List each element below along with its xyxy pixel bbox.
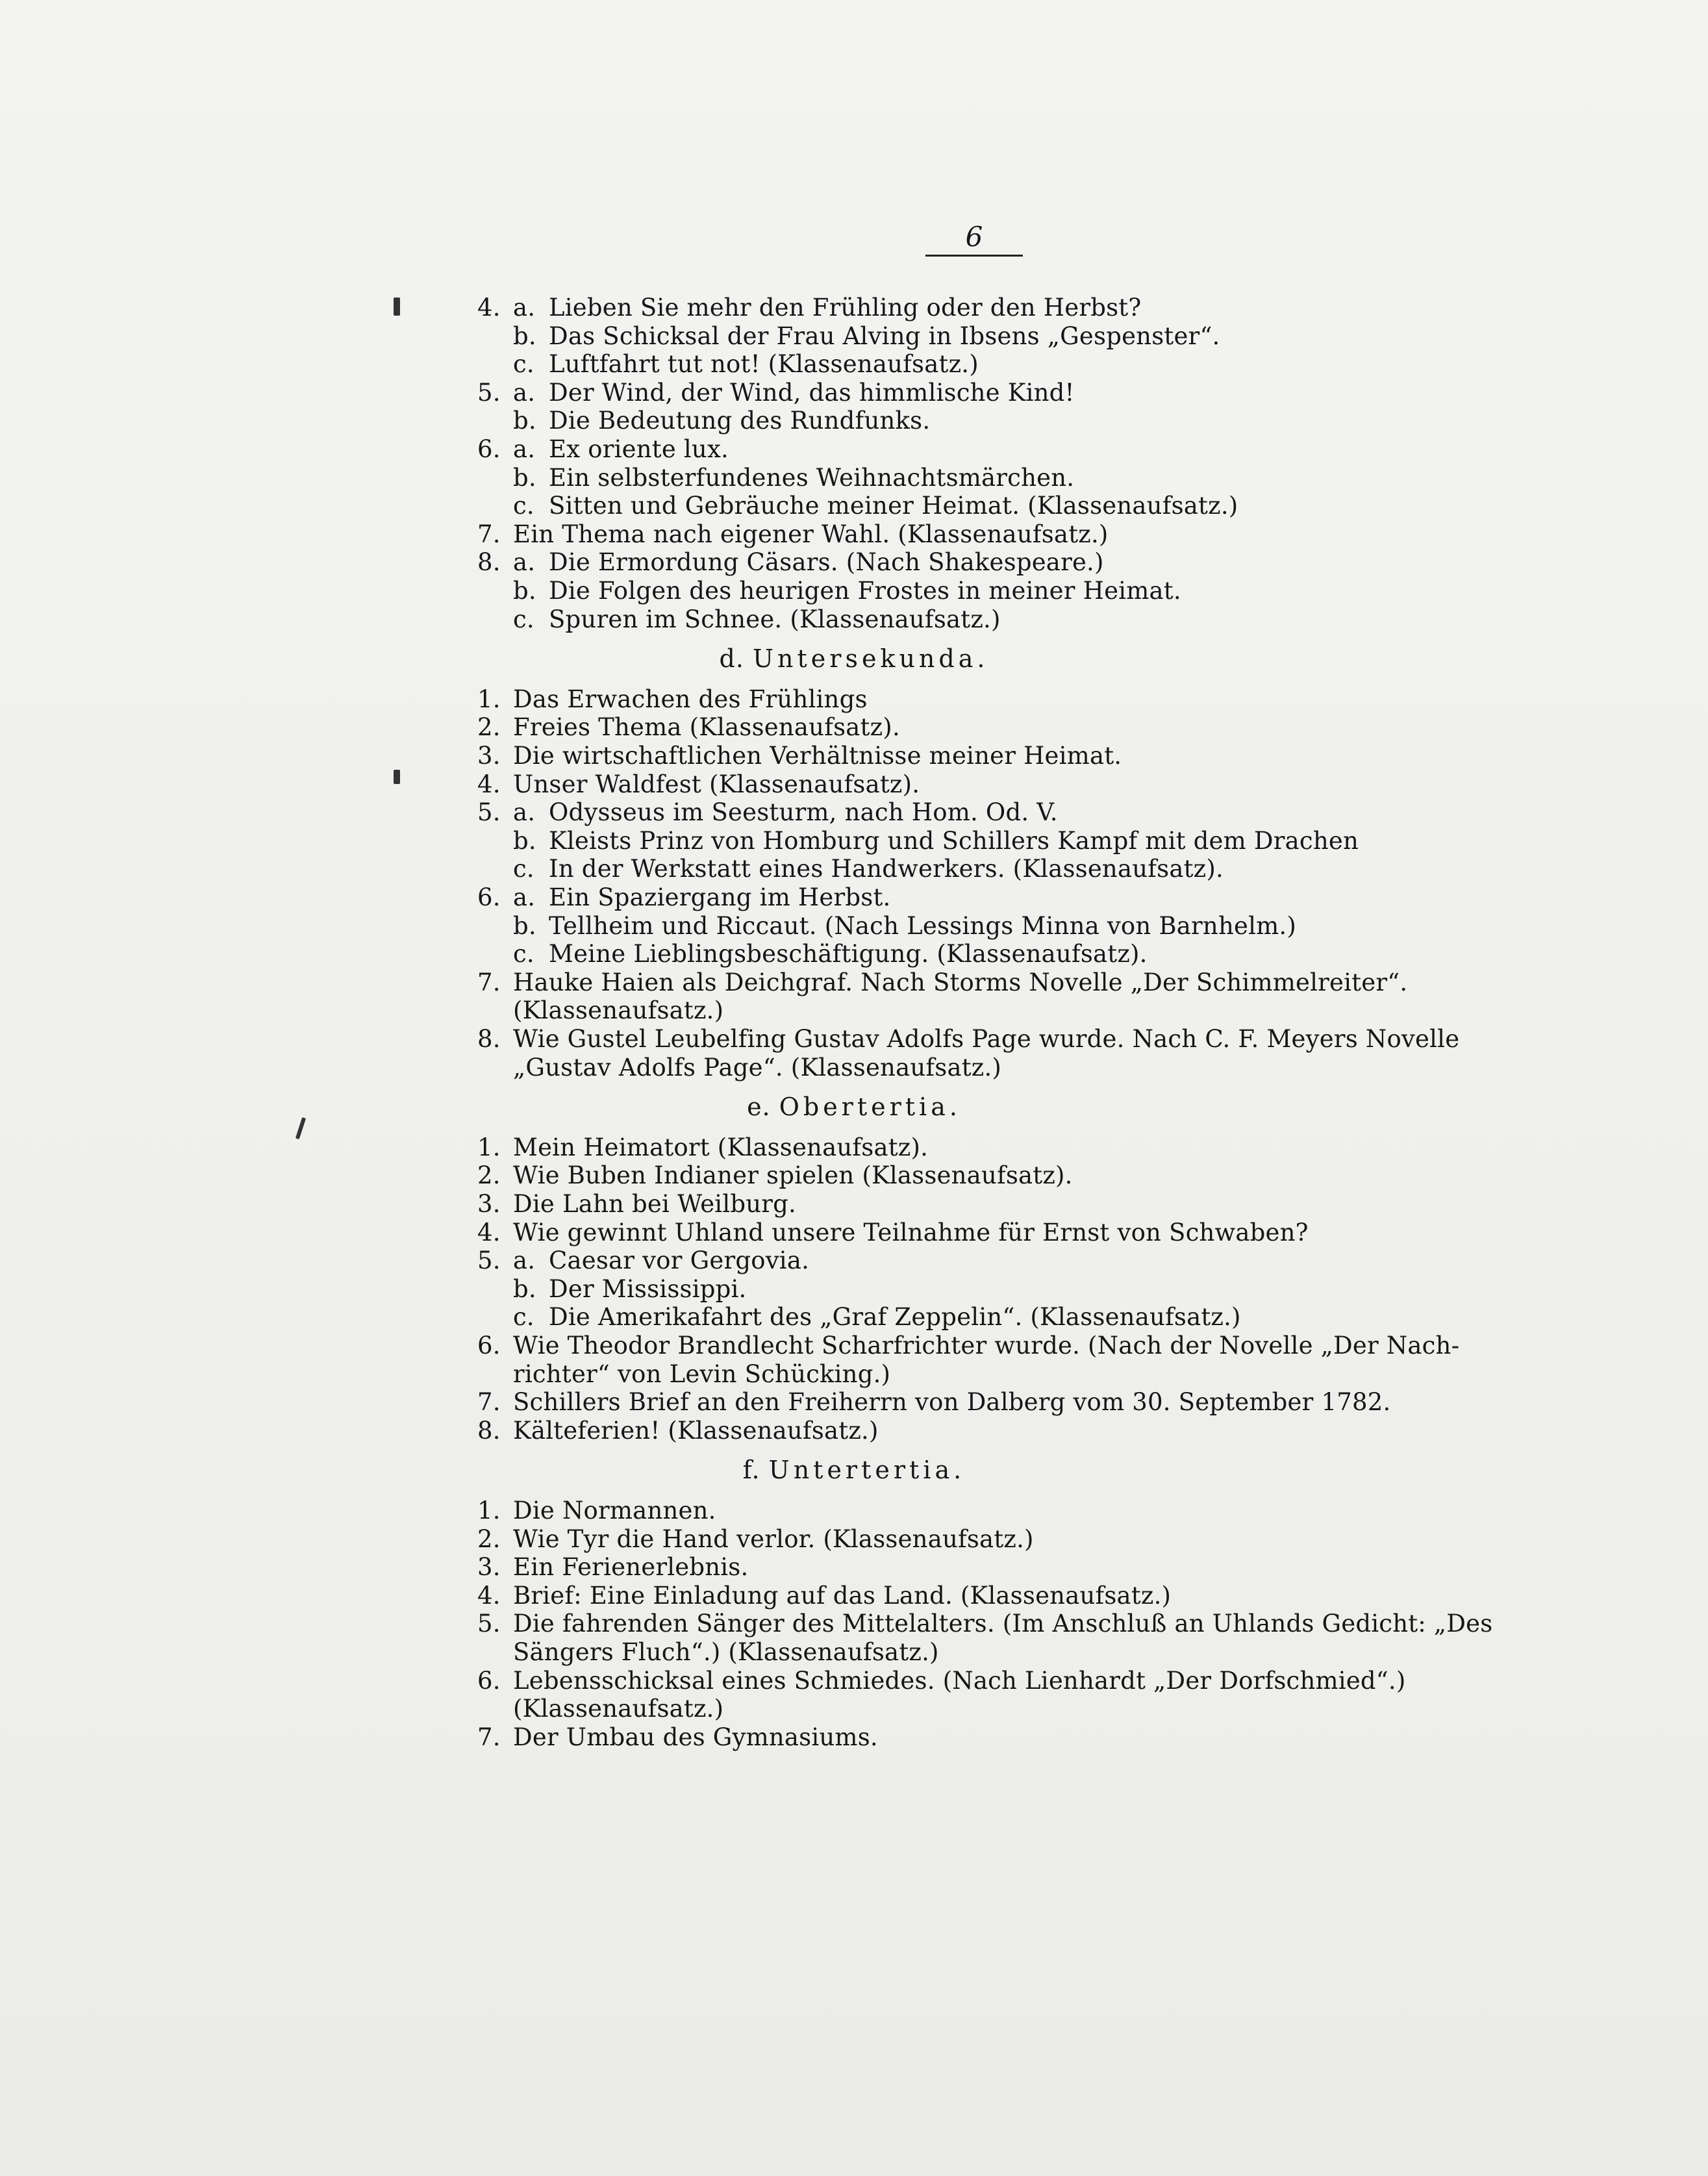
item-sub-letter: c. xyxy=(513,855,534,883)
item-number: 1. xyxy=(477,1133,501,1161)
item-text: Hauke Haien als Deichgraf. Nach Storms Novelle „Der Schimmelreiter“. xyxy=(513,968,1408,996)
item-sub-letter: a. xyxy=(513,379,536,407)
item-sub-letter: a. xyxy=(513,294,536,322)
essay-topics-list xyxy=(0,294,1708,2047)
section-heading-letter: e. xyxy=(747,1093,779,1122)
section-heading-d xyxy=(0,644,1708,674)
section-heading-title: Untertertia. xyxy=(768,1456,966,1485)
item-text: In der Werkstatt eines Handwerkers. (Klassenaufsatz). xyxy=(549,855,1224,883)
item-number: 7. xyxy=(477,1723,501,1751)
item-text: „Gustav Adolfs Page“. (Klassenaufsatz.) xyxy=(513,1054,1002,1082)
item-number: 4. xyxy=(477,770,501,798)
item-sub-letter: a. xyxy=(513,548,536,576)
item-sub-letter: c. xyxy=(513,1303,534,1331)
item-sub-letter: b. xyxy=(513,464,536,492)
item-sub-letter: c. xyxy=(513,605,534,633)
item-text: Unser Waldfest (Klassenaufsatz). xyxy=(513,770,920,798)
item-text: richter“ von Levin Schücking.) xyxy=(513,1360,891,1388)
item-text: Die Amerikafahrt des „Graf Zeppelin“. (Klassenaufsatz.) xyxy=(549,1303,1241,1331)
section-heading-letter: f. xyxy=(742,1456,769,1485)
item-number: 7. xyxy=(477,1388,501,1416)
item-number: 2. xyxy=(477,713,501,741)
item-text: Spuren im Schnee. (Klassenaufsatz.) xyxy=(549,605,1001,633)
item-text: Ein selbsterfundenes Weihnachtsmärchen. xyxy=(549,464,1075,492)
item-text: Ex oriente lux. xyxy=(549,435,729,463)
item-sub-letter: c. xyxy=(513,350,534,378)
item-number: 6. xyxy=(477,1332,501,1360)
item-number: 8. xyxy=(477,1025,501,1053)
item-text: Mein Heimatort (Klassenaufsatz). xyxy=(513,1133,929,1161)
item-text: Die Folgen des heurigen Frostes in meiner Heimat. xyxy=(549,577,1181,605)
item-text: Kleists Prinz von Homburg und Schillers Kampf mit dem Drachen xyxy=(549,827,1359,855)
item-number: 6. xyxy=(477,883,501,911)
item-text: Odysseus im Seesturm, nach Hom. Od. V. xyxy=(549,798,1058,826)
item-text: Der Wind, der Wind, das himmlische Kind! xyxy=(549,379,1075,407)
item-text: Freies Thema (Klassenaufsatz). xyxy=(513,713,900,741)
item-text: Kälteferien! (Klassenaufsatz.) xyxy=(513,1417,879,1445)
item-text: Lieben Sie mehr den Frühling oder den Herbst? xyxy=(549,294,1142,322)
item-text: Ein Spaziergang im Herbst. xyxy=(549,883,891,911)
item-text: Meine Lieblingsbeschäftigung. (Klassenaufsatz). xyxy=(549,940,1148,968)
item-sub-letter: c. xyxy=(513,940,534,968)
section-heading-letter: d. xyxy=(719,644,753,674)
item-text: Das Schicksal der Frau Alving in Ibsens „Gespenster“. xyxy=(549,322,1220,350)
item-number: 5. xyxy=(477,379,501,407)
item-number: 6. xyxy=(477,435,501,463)
item-sub-letter: b. xyxy=(513,827,536,855)
item-number: 5. xyxy=(477,1610,501,1638)
item-text: Wie gewinnt Uhland unsere Teilnahme für Ernst von Schwaben? xyxy=(513,1219,1309,1246)
item-number: 4. xyxy=(477,294,501,322)
item-number: 1. xyxy=(477,1497,501,1524)
item-sub-letter: b. xyxy=(513,577,536,605)
item-text: Die Bedeutung des Rundfunks. xyxy=(549,407,931,435)
item-sub-letter: a. xyxy=(513,798,536,826)
item-number: 2. xyxy=(477,1161,501,1189)
page-number-rule xyxy=(925,255,1023,257)
item-sub-letter: c. xyxy=(513,492,534,520)
item-number: 1. xyxy=(477,685,501,713)
item-text: Der Mississippi. xyxy=(549,1275,747,1303)
item-sub-letter: b. xyxy=(513,407,536,435)
section-heading-title: Obertertia. xyxy=(779,1093,961,1122)
item-text: Wie Theodor Brandlecht Scharfrichter wurde. (Nach der Novelle „Der Nach- xyxy=(513,1332,1460,1360)
section-heading-title: Untersekunda. xyxy=(753,644,989,674)
item-text: Der Umbau des Gymnasiums. xyxy=(513,1723,878,1751)
item-number: 7. xyxy=(477,520,501,548)
item-number: 4. xyxy=(477,1219,501,1246)
item-text: (Klassenaufsatz.) xyxy=(513,1695,724,1723)
item-text: Schillers Brief an den Freiherrn von Dalberg vom 30. September 1782. xyxy=(513,1388,1391,1416)
item-number: 8. xyxy=(477,548,501,576)
item-sub-letter: a. xyxy=(513,1246,536,1274)
item-number: 3. xyxy=(477,742,501,770)
item-number: 5. xyxy=(477,1246,501,1274)
item-text: Ein Thema nach eigener Wahl. (Klassenaufsatz.) xyxy=(513,520,1109,548)
item-number: 6. xyxy=(477,1667,501,1695)
item-text: Tellheim und Riccaut. (Nach Lessings Minna von Barnhelm.) xyxy=(549,912,1296,940)
item-text: Sängers Fluch“.) (Klassenaufsatz.) xyxy=(513,1638,939,1666)
item-sub-letter: a. xyxy=(513,883,536,911)
item-text: Die Lahn bei Weilburg. xyxy=(513,1190,797,1218)
item-text: Luftfahrt tut not! (Klassenaufsatz.) xyxy=(549,350,979,378)
item-sub-letter: b. xyxy=(513,912,536,940)
item-text: Die Normannen. xyxy=(513,1497,716,1524)
item-text: Das Erwachen des Frühlings xyxy=(513,685,868,713)
item-text: Die Ermordung Cäsars. (Nach Shakespeare.) xyxy=(549,548,1104,576)
item-text: Die wirtschaftlichen Verhältnisse meiner Heimat. xyxy=(513,742,1122,770)
item-sub-letter: a. xyxy=(513,435,536,463)
item-number: 3. xyxy=(477,1190,501,1218)
item-number: 7. xyxy=(477,968,501,996)
item-number: 2. xyxy=(477,1525,501,1553)
item-text: (Klassenaufsatz.) xyxy=(513,996,724,1024)
item-text: Brief: Eine Einladung auf das Land. (Klassenaufsatz.) xyxy=(513,1582,1172,1610)
item-number: 5. xyxy=(477,798,501,826)
item-sub-letter: b. xyxy=(513,1275,536,1303)
item-number: 3. xyxy=(477,1553,501,1581)
section-heading-e xyxy=(0,1092,1708,1122)
item-text: Wie Gustel Leubelfing Gustav Adolfs Page wurde. Nach C. F. Meyers Novelle xyxy=(513,1025,1460,1053)
item-text: Die fahrenden Sänger des Mittelalters. (Im Anschluß an Uhlands Gedicht: „Des xyxy=(513,1610,1493,1638)
page-number: 6 xyxy=(965,221,983,253)
item-number: 8. xyxy=(477,1417,501,1445)
item-number: 4. xyxy=(477,1582,501,1610)
item-text: Caesar vor Gergovia. xyxy=(549,1246,810,1274)
item-text: Wie Buben Indianer spielen (Klassenaufsatz). xyxy=(513,1161,1073,1189)
item-text: Sitten und Gebräuche meiner Heimat. (Klassenaufsatz.) xyxy=(549,492,1238,520)
item-text: Lebensschicksal eines Schmiedes. (Nach Lienhardt „Der Dorfschmied“.) xyxy=(513,1667,1406,1695)
item-text: Ein Ferienerlebnis. xyxy=(513,1553,749,1581)
item-sub-letter: b. xyxy=(513,322,536,350)
item-text: Wie Tyr die Hand verlor. (Klassenaufsatz.) xyxy=(513,1525,1034,1553)
section-heading-f xyxy=(0,1455,1708,1485)
